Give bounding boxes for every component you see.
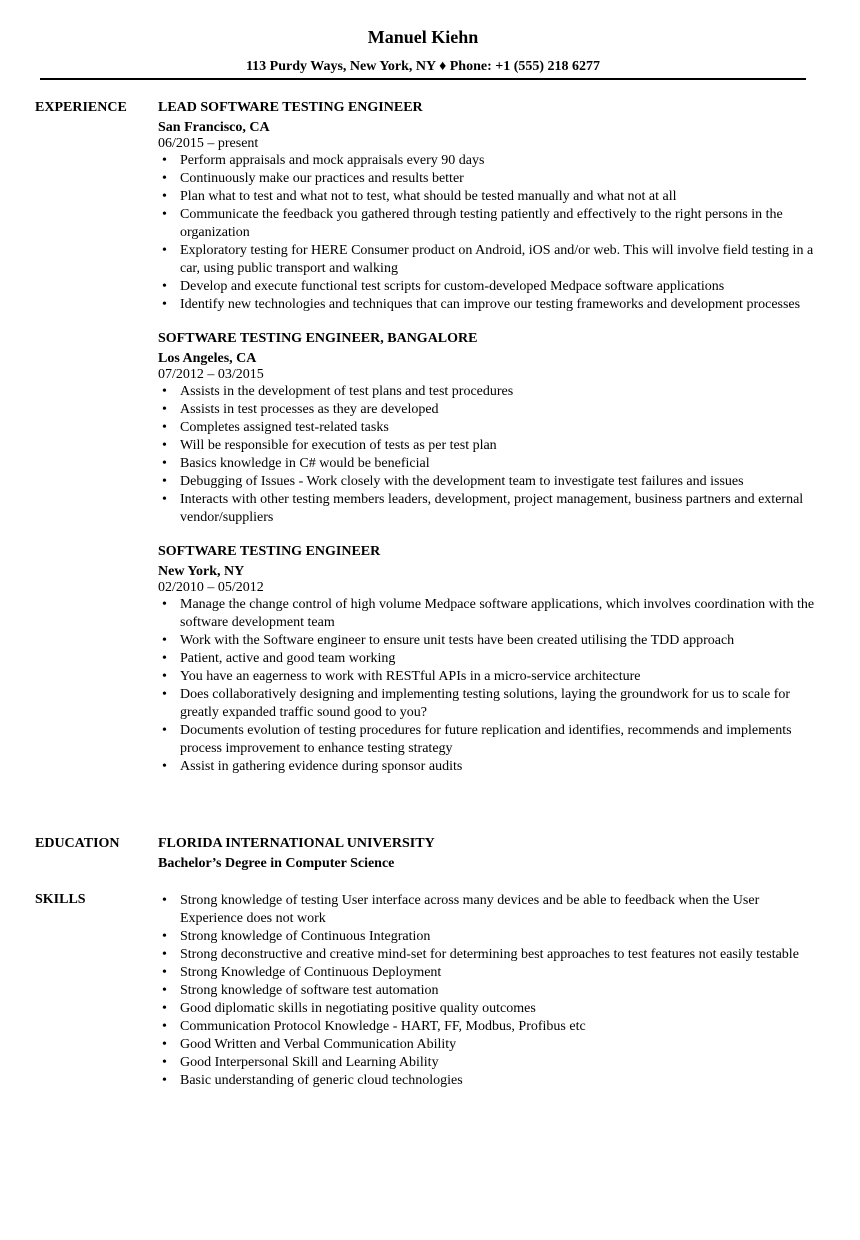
bullet-icon: • (162, 965, 167, 980)
job-entry (158, 543, 823, 776)
bullet-icon: • (162, 456, 167, 471)
bullet-icon: • (162, 723, 167, 738)
bullet-text: Assists in the development of test plans and test procedures (180, 384, 514, 399)
bullet-icon: • (162, 1073, 167, 1088)
bullet-text: Good Written and Verbal Communication Ability (180, 1037, 457, 1052)
bullet-text: Strong knowledge of testing User interface across many devices and be able to feedback when the User Experience does not work (180, 893, 760, 926)
bullet-icon: • (162, 1055, 167, 1070)
job-bullets (158, 383, 823, 527)
bullet-text: Patient, active and good team working (180, 651, 396, 666)
job-bullets (158, 152, 823, 314)
bullet-icon: • (162, 759, 167, 774)
bullet-icon: • (162, 1037, 167, 1052)
job-entry (158, 99, 823, 314)
bullet-icon: • (162, 669, 167, 684)
bullet-item (158, 632, 823, 650)
bullet-icon: • (162, 171, 167, 186)
bullet-item (158, 188, 823, 206)
bullet-icon: • (162, 153, 167, 168)
bullet-text: Basics knowledge in C# would be beneficial (180, 456, 430, 471)
bullet-text: Identify new technologies and techniques that can improve our testing frameworks and development processes (180, 297, 801, 312)
experience-body (158, 99, 823, 792)
bullet-icon: • (162, 597, 167, 612)
bullet-text: Basic understanding of generic cloud technologies (180, 1073, 463, 1088)
bullet-icon: • (162, 420, 167, 435)
bullet-item (158, 170, 823, 188)
bullet-item (158, 668, 823, 686)
bullet-item (158, 437, 823, 455)
job-location: Los Angeles, CA (158, 351, 257, 366)
degree: Bachelor’s Degree in Computer Science (158, 856, 395, 871)
bullet-item (158, 206, 823, 242)
bullet-item (158, 722, 823, 758)
skills-heading: SKILLS (35, 892, 86, 907)
bullet-text: Interacts with other testing members leaders, development, project management, business partners and external vendor/suppliers (180, 492, 804, 525)
bullet-icon: • (162, 402, 167, 417)
bullet-item (158, 383, 823, 401)
bullet-icon: • (162, 438, 167, 453)
bullet-text: Completes assigned test-related tasks (180, 420, 389, 435)
job-title: SOFTWARE TESTING ENGINEER (158, 544, 381, 559)
bullet-text: Strong deconstructive and creative mind-set for determining best approaches to test features not easily testable (180, 947, 799, 962)
bullet-icon: • (162, 929, 167, 944)
bullet-item (158, 473, 823, 491)
bullet-icon: • (162, 983, 167, 998)
bullet-icon: • (162, 633, 167, 648)
bullet-item (158, 1018, 823, 1036)
bullet-icon: • (162, 474, 167, 489)
education-heading: EDUCATION (35, 836, 120, 851)
job-entry (158, 330, 823, 527)
bullet-text: Does collaboratively designing and implementing testing solutions, laying the groundwork for us to scale for greatly expanded traffic sound good to you? (180, 687, 791, 720)
bullet-text: Communication Protocol Knowledge - HART, FF, Modbus, Profibus etc (180, 1019, 586, 1034)
education-body (158, 835, 823, 873)
bullet-item (158, 242, 823, 278)
bullet-text: Plan what to test and what not to test, what should be tested manually and what not at all (180, 189, 677, 204)
resume-header (0, 26, 846, 76)
bullet-text: You have an eagerness to work with RESTful APIs in a micro-service architecture (180, 669, 641, 684)
bullet-icon: • (162, 243, 167, 258)
bullet-text: Work with the Software engineer to ensure unit tests have been created utilising the TDD approach (180, 633, 735, 648)
bullet-item (158, 928, 823, 946)
bullet-item (158, 491, 823, 527)
bullet-text: Perform appraisals and mock appraisals every 90 days (180, 153, 485, 168)
bullet-icon: • (162, 279, 167, 294)
bullet-text: Strong Knowledge of Continuous Deployment (180, 965, 442, 980)
bullet-icon: • (162, 893, 167, 908)
bullet-text: Assist in gathering evidence during sponsor audits (180, 759, 463, 774)
bullet-item (158, 650, 823, 668)
bullet-item (158, 596, 823, 632)
bullet-text: Communicate the feedback you gathered through testing patiently and effectively to the right persons in the organization (180, 207, 783, 240)
bullet-text: Debugging of Issues - Work closely with the development team to investigate test failures and issues (180, 474, 744, 489)
job-bullets (158, 596, 823, 776)
skills-body (158, 891, 823, 1090)
bullet-text: Exploratory testing for HERE Consumer product on Android, iOS and/or web. This will involve field testing in a car, using public transport and walking (180, 243, 814, 276)
bullet-text: Strong knowledge of Continuous Integration (180, 929, 431, 944)
job-title: SOFTWARE TESTING ENGINEER, BANGALORE (158, 331, 478, 346)
bullet-icon: • (162, 189, 167, 204)
bullet-icon: • (162, 687, 167, 702)
job-title: LEAD SOFTWARE TESTING ENGINEER (158, 100, 423, 115)
bullet-item (158, 1072, 823, 1090)
bullet-icon: • (162, 651, 167, 666)
bullet-icon: • (162, 947, 167, 962)
job-location: San Francisco, CA (158, 120, 270, 135)
job-dates: 06/2015 – present (158, 136, 259, 151)
bullet-icon: • (162, 1001, 167, 1016)
bullet-item (158, 982, 823, 1000)
bullet-item (158, 1054, 823, 1072)
bullet-icon: • (162, 492, 167, 507)
bullet-item (158, 455, 823, 473)
bullet-item (158, 278, 823, 296)
bullet-text: Continuously make our practices and results better (180, 171, 464, 186)
job-location: New York, NY (158, 564, 245, 579)
header-divider (40, 78, 806, 80)
bullet-icon: • (162, 207, 167, 222)
bullet-item (158, 296, 823, 314)
bullet-item (158, 946, 823, 964)
bullet-icon: • (162, 384, 167, 399)
experience-heading: EXPERIENCE (35, 100, 127, 115)
bullet-text: Assists in test processes as they are developed (180, 402, 439, 417)
bullet-text: Strong knowledge of software test automation (180, 983, 439, 998)
skills-list (158, 892, 823, 1090)
candidate-name: Manuel Kiehn (367, 27, 479, 47)
job-dates: 02/2010 – 05/2012 (158, 580, 264, 595)
contact-line: 113 Purdy Ways, New York, NY ♦ Phone: +1 (555) 218 6277 (245, 59, 601, 74)
bullet-text: Manage the change control of high volume Medpace software applications, which involves coordination with the software development team (180, 597, 815, 630)
bullet-item (158, 758, 823, 776)
bullet-text: Good diplomatic skills in negotiating positive quality outcomes (180, 1001, 536, 1016)
bullet-item (158, 401, 823, 419)
bullet-icon: • (162, 297, 167, 312)
bullet-text: Will be responsible for execution of tests as per test plan (180, 438, 497, 453)
bullet-text: Develop and execute functional test scripts for custom-developed Medpace software applications (180, 279, 725, 294)
bullet-item (158, 419, 823, 437)
bullet-item (158, 892, 823, 928)
bullet-item (158, 686, 823, 722)
bullet-text: Documents evolution of testing procedures for future replication and identifies, recommends and implements process improvement to enhance testing strategy (180, 723, 792, 756)
bullet-item (158, 964, 823, 982)
bullet-item (158, 1036, 823, 1054)
school-name: FLORIDA INTERNATIONAL UNIVERSITY (158, 836, 435, 851)
bullet-item (158, 1000, 823, 1018)
job-dates: 07/2012 – 03/2015 (158, 367, 264, 382)
bullet-item (158, 152, 823, 170)
bullet-text: Good Interpersonal Skill and Learning Ability (180, 1055, 439, 1070)
bullet-icon: • (162, 1019, 167, 1034)
